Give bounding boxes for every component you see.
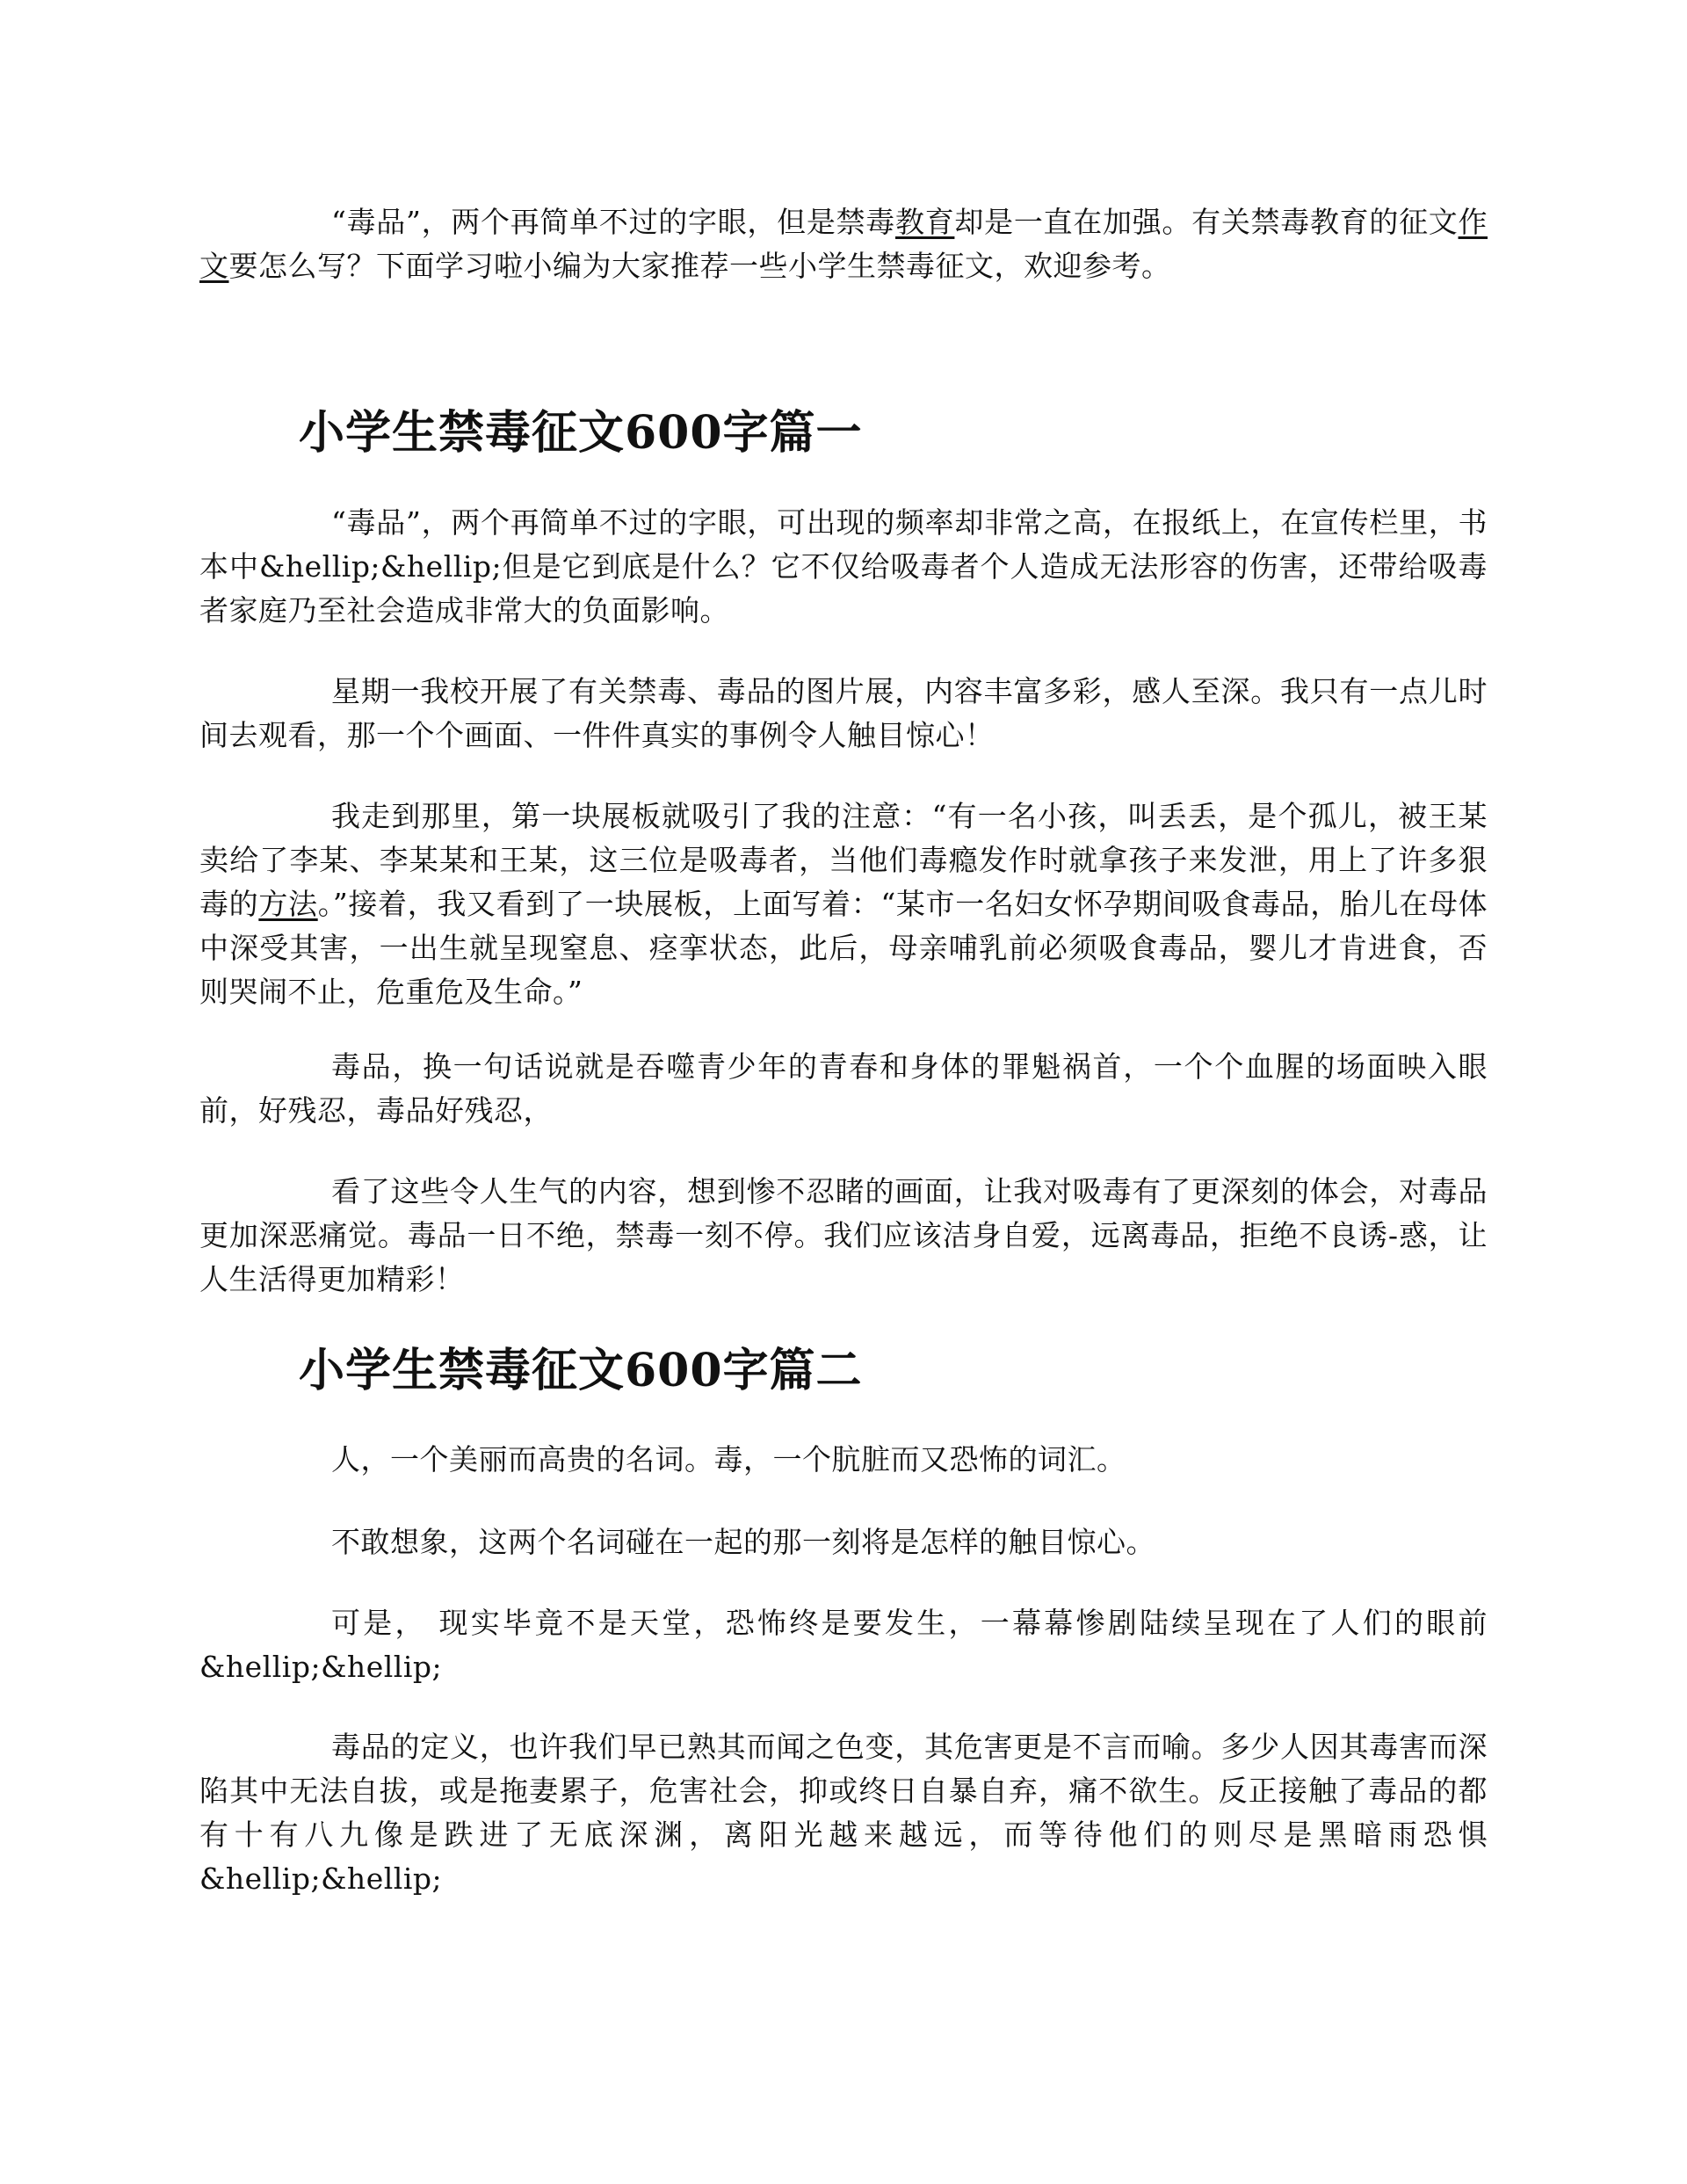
intro-paragraph (199, 200, 1488, 288)
intro-text-3: 要怎么写？下面学习啦小编为大家推荐一些小学生禁毒征文，欢迎参考。 (228, 249, 1171, 283)
section2-paragraph-2: 不敢想象，这两个名词碰在一起的那一刻将是怎样的触目惊心。 (331, 1525, 1155, 1559)
section2-paragraph-1: 人，一个美丽而高贵的名词。毒，一个肮脏而又恐怖的词汇。 (331, 1442, 1126, 1477)
section1-paragraph-3 (199, 795, 1488, 1014)
composition-link[interactable]: 作文 (199, 205, 1488, 283)
section1-p3-text-2: 。”接着，我又看到了一块展板，上面写着：“某市一名妇女怀孕期间吸食毒品，胎儿在母体中深受其害，一出生就呈现窒息、痉挛状态，此后，母亲哺乳前必须吸食毒品，婴儿才肯进食，否则哭闹不止，危重危及生命。” (199, 887, 1488, 1009)
intro-text-2: 却是一直在加强。有关禁毒教育的征文 (954, 205, 1459, 239)
section2-paragraph-3: 可是， 现实毕竟不是天堂，恐怖终是要发生，一幕幕惨剧陆续呈现在了人们的眼前&hellip;&hellip; (199, 1606, 1488, 1684)
section2-paragraph-4: 毒品的定义，也许我们早已熟其而闻之色变，其危害更是不言而喻。多少人因其毒害而深陷其中无法自拔，或是拖妻累子，危害社会，抑或终日自暴自弃，痛不欲生。反正接触了毒品的都有十有八九像是跌进了无底深渊，离阳光越来越远，而等待他们的则尽是黑暗雨恐惧&hellip;&hellip; (199, 1730, 1488, 1896)
section2-heading: 小学生禁毒征文600字篇二 (299, 1344, 863, 1397)
section1-paragraph-1: “毒品”，两个再简单不过的字眼，可出现的频率却非常之高，在报纸上，在宣传栏里，书本中&hellip;&hellip;但是它到底是什么？它不仅给吸毒者个人造成无法形容的伤害，还带给吸毒者家庭乃至社会造成非常大的负面影响。 (199, 505, 1488, 628)
section1-p3-text-1: 我走到那里，第一块展板就吸引了我的注意：“有一名小孩，叫丢丢，是个孤儿，被王某卖给了李某、李某某和王某，这三位是吸毒者，当他们毒瘾发作时就拿孩子来发泄，用上了许多狠毒的 (199, 799, 1488, 921)
section1-heading: 小学生禁毒征文600字篇一 (299, 406, 863, 460)
intro-text-1: “毒品”，两个再简单不过的字眼，但是禁毒 (331, 205, 895, 239)
education-link[interactable]: 教育 (894, 205, 955, 239)
section1-paragraph-4: 毒品，换一句话说就是吞噬青少年的青春和身体的罪魁祸首，一个个血腥的场面映入眼前，好残忍，毒品好残忍， (199, 1049, 1488, 1128)
section1-paragraph-2: 星期一我校开展了有关禁毒、毒品的图片展，内容丰富多彩，感人至深。我只有一点儿时间去观看，那一个个画面、一件件真实的事例令人触目惊心！ (199, 674, 1488, 752)
method-link[interactable]: 方法 (258, 887, 318, 921)
section1-paragraph-5: 看了这些令人生气的内容，想到惨不忍睹的画面，让我对吸毒有了更深刻的体会，对毒品更加深恶痛觉。毒品一日不绝，禁毒一刻不停。我们应该洁身自爱，远离毒品，拒绝不良诱-惑，让人生活得更加精彩！ (199, 1174, 1488, 1296)
